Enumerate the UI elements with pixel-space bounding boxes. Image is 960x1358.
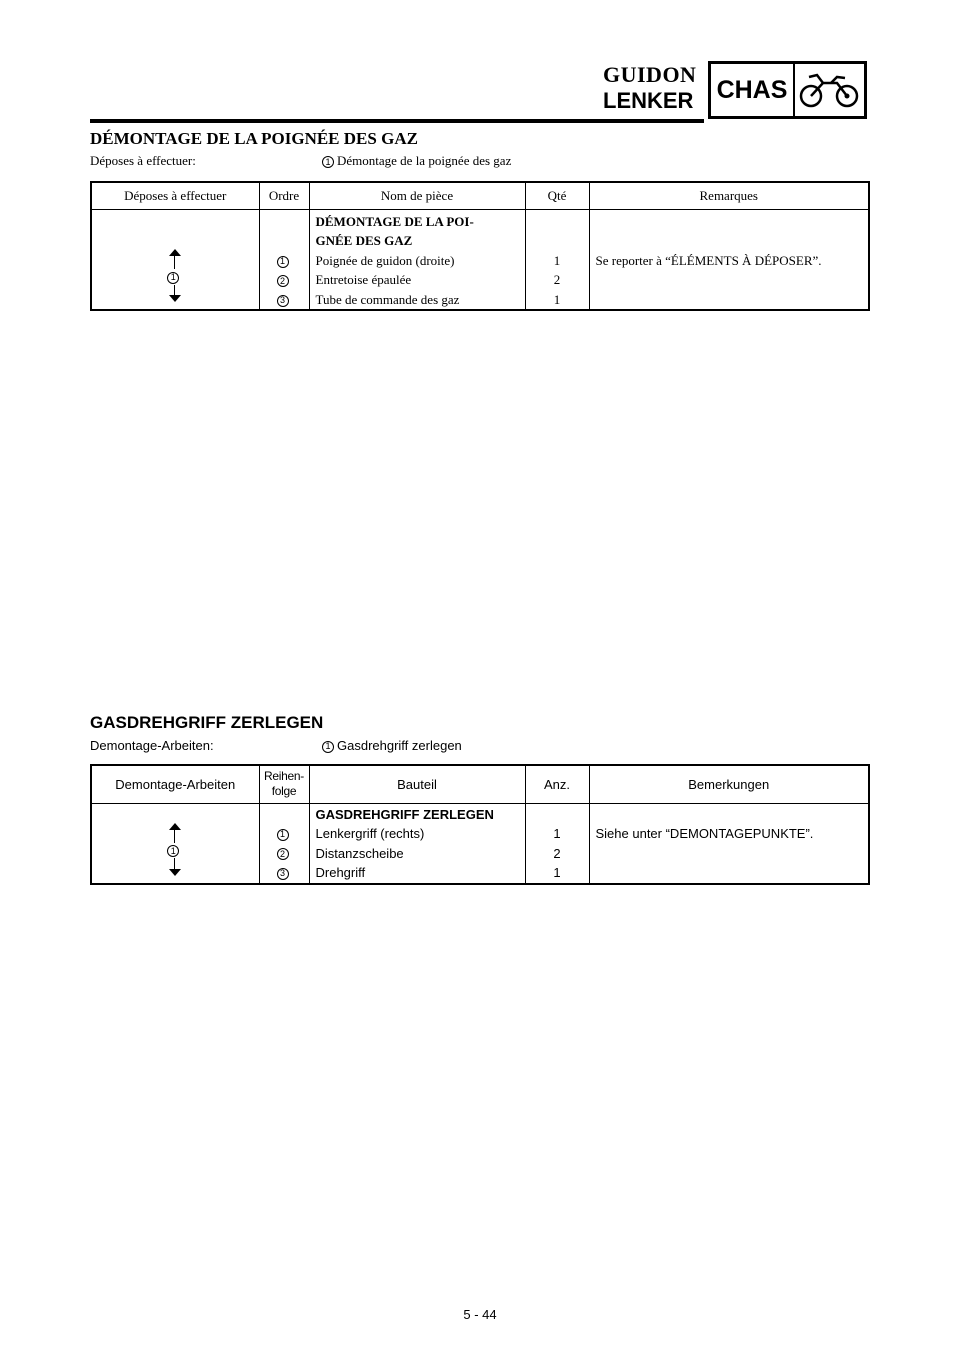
- quantity: 1: [553, 291, 561, 307]
- column-header: Nom de pièce: [309, 182, 525, 209]
- circled-number: 1: [322, 156, 334, 168]
- step-column: [91, 209, 259, 310]
- order-column: [259, 803, 309, 884]
- remark: Siehe unter “DEMONTAGEPUNKTE”.: [595, 826, 814, 841]
- column-header: Remarques: [589, 182, 869, 209]
- part-name: Poignée de guidon (droite): [315, 252, 455, 268]
- group-title: GASDREHGRIFF ZERLEGEN: [315, 806, 494, 822]
- circled-number: 2: [277, 848, 289, 860]
- circled-number: 1: [322, 741, 334, 753]
- circled-number: 1: [167, 845, 179, 857]
- table-header-row: [91, 182, 869, 209]
- table-body-row: [91, 209, 869, 310]
- page-number: 5 - 44: [463, 1307, 497, 1322]
- circled-number: 1: [167, 272, 179, 284]
- german-section-heading: GASDREHGRIFF ZERLEGEN: [90, 713, 324, 732]
- table-body-row: [91, 803, 869, 884]
- circled-number: 3: [277, 868, 289, 880]
- french-intro-value: 1 Démontage de la poignée des gaz: [322, 153, 511, 169]
- step-column: [91, 803, 259, 884]
- circled-number: 2: [277, 275, 289, 287]
- group-title: DÉMONTAGE DE LA POI-: [315, 213, 474, 229]
- german-disassembly-table: [90, 764, 870, 885]
- column-header: Ordre: [259, 182, 309, 209]
- column-header: Demontage-Arbeiten: [91, 765, 259, 803]
- section-badge-label: CHAS: [711, 64, 795, 116]
- table-header-row: [91, 765, 869, 803]
- range-arrow-icon: [169, 823, 181, 875]
- column-header: Déposes à effectuer: [91, 182, 259, 209]
- part-name-column: [309, 209, 525, 310]
- column-header: Bauteil: [309, 765, 525, 803]
- french-intro: [90, 153, 512, 169]
- quantity-column: [525, 209, 589, 310]
- quantity: 1: [553, 252, 561, 268]
- circled-number: 3: [277, 295, 289, 307]
- section-badge: [708, 61, 867, 119]
- french-intro-label: Déposes à effectuer:: [90, 153, 196, 168]
- part-name: Drehgriff: [315, 865, 366, 880]
- range-arrow-icon: [169, 249, 181, 301]
- part-name-column: [309, 803, 525, 884]
- part-name: Entretoise épaulée: [315, 272, 412, 287]
- quantity-column: [525, 803, 589, 884]
- column-header: Qté: [525, 182, 589, 209]
- quantity: 1: [553, 865, 561, 880]
- circled-number: 1: [277, 256, 289, 268]
- german-intro-label: Demontage-Arbeiten:: [90, 738, 214, 753]
- quantity: 2: [553, 845, 561, 861]
- header-title-german: LENKER: [603, 88, 694, 113]
- header-rule: [90, 119, 704, 123]
- column-header: Anz.: [525, 765, 589, 803]
- motorcycle-icon: [795, 64, 864, 116]
- remarks-column: [589, 803, 869, 884]
- german-intro-value: 1 Gasdrehgriff zerlegen: [322, 738, 462, 753]
- order-column: [259, 209, 309, 310]
- german-intro: [90, 738, 462, 753]
- column-header: Reihen- folge: [259, 765, 309, 803]
- column-header: Bemerkungen: [589, 765, 869, 803]
- part-name: Lenkergriff (rechts): [315, 826, 425, 841]
- header-title-french: GUIDON: [603, 62, 697, 87]
- part-name: Tube de commande des gaz: [315, 291, 460, 307]
- group-title: GNÉE DES GAZ: [315, 233, 413, 248]
- circled-number: 1: [277, 829, 289, 841]
- french-section-heading: DÉMONTAGE DE LA POIGNÉE DES GAZ: [90, 129, 418, 148]
- remark: Se reporter à “ÉLÉMENTS À DÉPOSER”.: [595, 252, 822, 268]
- quantity: 1: [553, 826, 561, 841]
- remarks-column: [589, 209, 869, 310]
- part-name: Distanzscheibe: [315, 845, 404, 861]
- french-disassembly-table: [90, 181, 870, 311]
- quantity: 2: [553, 272, 561, 287]
